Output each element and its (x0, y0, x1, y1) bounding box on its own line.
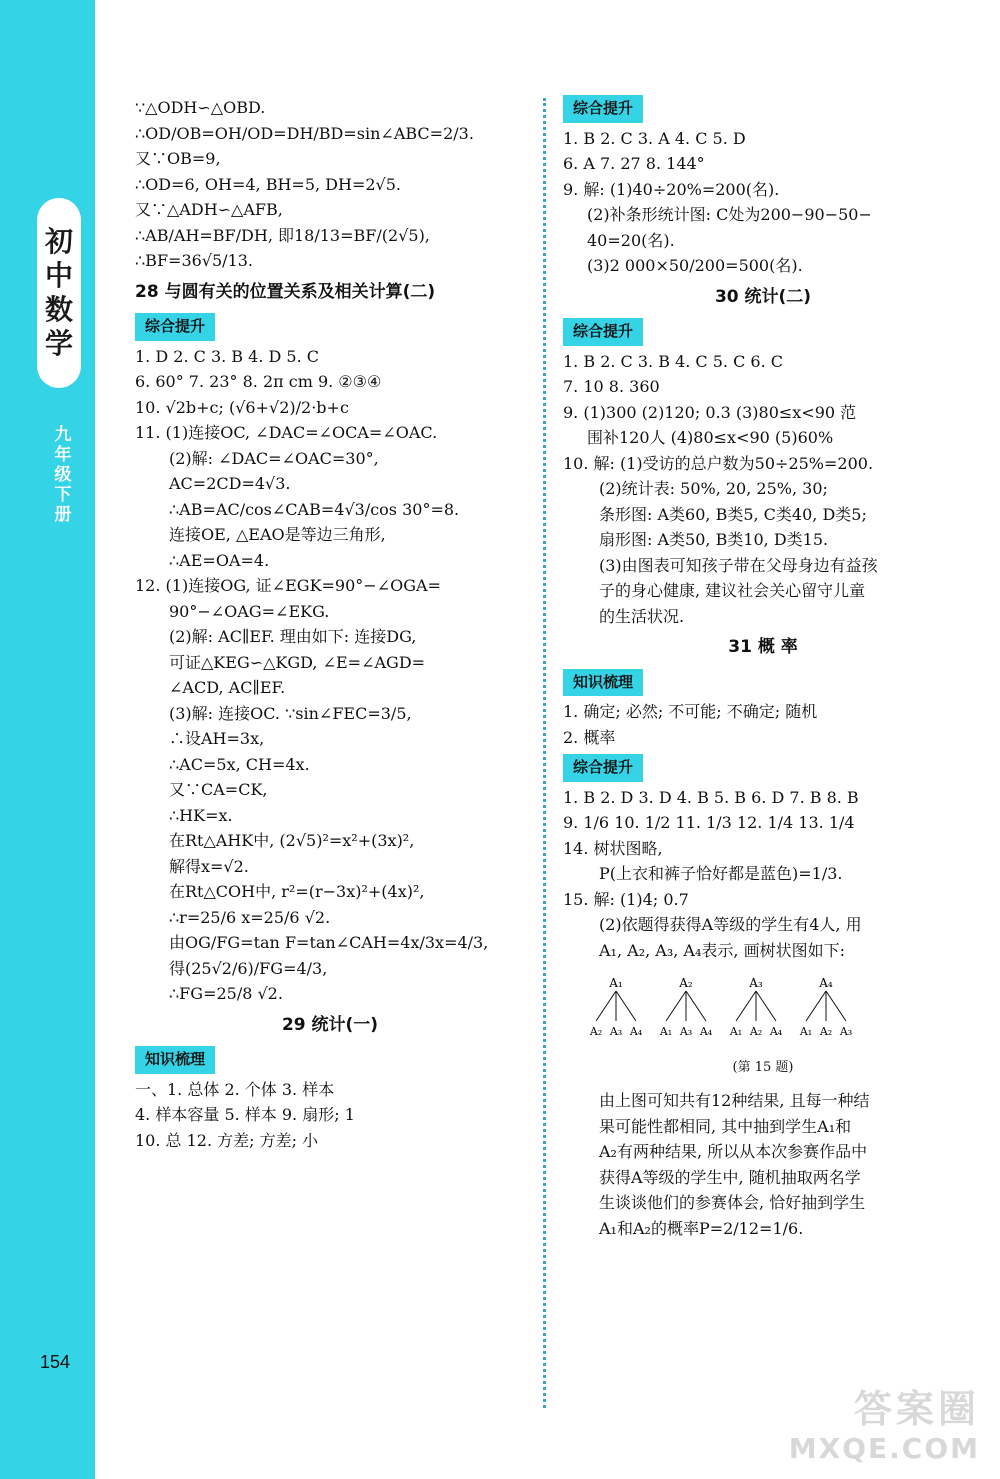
answer-line: ∴OD=6, OH=4, BH=5, DH=2√5. (135, 174, 402, 194)
answer-line: (2)解: ∠DAC=∠OAC=30°, (169, 448, 379, 468)
section-title-29: 29 统计(一) (281, 1014, 379, 1035)
answer-line: 又∵OB=9, (135, 149, 221, 168)
answers-30 (563, 349, 963, 630)
answer-line: 10. 总 12. 方差; 方差; 小 (135, 1130, 319, 1150)
answer-line: 1. 确定; 必然; 不可能; 不确定; 随机 (563, 702, 818, 721)
answer-line: ∵△ODH∽△OBD. (135, 98, 266, 117)
answer-line: 又∵CA=CK, (169, 780, 268, 799)
tree-diagram (588, 973, 888, 1039)
right-column (563, 95, 963, 1241)
tree-leaf: A₂ (589, 1025, 603, 1038)
answer-line: 10. √2b+c; (√6+√2)/2·b+c (135, 397, 349, 417)
answer-line: (3)2 000×50/200=500(名). (587, 256, 803, 275)
answers-29b (563, 126, 963, 279)
answer-line: 90°−∠OAG=∠EKG. (169, 601, 330, 621)
answer-line: 在Rt△COH中, r²=(r−3x)²+(4x)², (169, 882, 425, 901)
page-number: 154 (40, 1352, 71, 1372)
book-title-char: 学 (44, 327, 73, 360)
tree-branch (589, 976, 643, 1038)
answer-line: A₁, A₂, A₃, A₄表示, 画树状图如下: (599, 940, 845, 960)
watermark-text: 答案圈 (853, 1387, 980, 1431)
watermark-url: MXQE.COM (788, 1432, 980, 1465)
tree-root: A₁ (609, 976, 623, 990)
tree-leaf: A₁ (729, 1025, 743, 1038)
tree-edge (736, 991, 756, 1021)
tree-edge (826, 991, 846, 1021)
answer-line: 9. 1/6 10. 1/2 11. 1/3 12. 1/4 13. 1/4 (563, 813, 855, 832)
book-title-badge (37, 198, 81, 388)
answer-line: 果可能性都相同, 其中抽到学生A₁和 (599, 1116, 852, 1136)
answer-line: 7. 10 8. 360 (563, 377, 660, 396)
answer-line: A₁和A₂的概率P=2/12=1/6. (599, 1218, 804, 1238)
section-title-30: 30 统计(二) (714, 286, 812, 307)
grade-char: 册 (54, 505, 72, 525)
sidebar (0, 0, 95, 1479)
column-divider (543, 98, 546, 1408)
answer-line: 由上图可知共有12种结果, 且每一种结 (599, 1091, 870, 1110)
answer-line: ∴设AH=3x, (169, 729, 265, 748)
answer-line: 1. B 2. D 3. D 4. B 5. B 6. D 7. B 8. B (563, 787, 859, 807)
book-title-char: 中 (44, 259, 73, 292)
answer-line: 可证△KEG∽△KGD, ∠E=∠AGD= (169, 652, 426, 672)
answer-line: ∴AE=OA=4. (169, 550, 270, 570)
tree-edge (806, 991, 826, 1021)
answer-line: ∴AB=AC/cos∠CAB=4√3/cos 30°=8. (169, 499, 460, 519)
answer-line: ∴AC=5x, CH=4x. (169, 754, 310, 774)
grade-char: 级 (54, 465, 72, 485)
answer-line: 一、1. 总体 2. 个体 3. 样本 (135, 1079, 335, 1099)
answers-28 (135, 344, 525, 1007)
answer-line: 40=20(名). (587, 230, 675, 250)
answer-line: ∴r=25/6 x=25/6 √2. (169, 907, 331, 927)
answer-line: 10. 解: (1)受访的总户数为50÷25%=200. (563, 453, 874, 473)
tree-leaf: A₂ (749, 1025, 763, 1038)
answer-line: 2. 概率 (563, 727, 616, 747)
answer-line: 15. 解: (1)4; 0.7 (563, 889, 689, 909)
left-column (135, 95, 525, 1153)
answer-line: 扇形图: A类50, B类10, D类15. (599, 530, 829, 549)
book-title-char: 数 (44, 293, 73, 326)
answer-line: 得(25√2/6)/FG=4/3, (169, 958, 328, 978)
tree-edge (666, 991, 686, 1021)
answer-line: 子的身心健康, 建议社会关心留守儿童 (599, 581, 866, 600)
tree-leaf: A₄ (629, 1025, 643, 1038)
answer-line: 获得A等级的学生中, 随机抽取两名学 (599, 1167, 861, 1187)
answer-line: 1. B 2. C 3. B 4. C 5. C 6. C (563, 351, 784, 371)
tree-leaf: A₄ (769, 1025, 783, 1038)
answers-29 (135, 1077, 525, 1154)
tree-root: A₃ (749, 976, 763, 990)
grade-char: 年 (54, 445, 72, 465)
figure-caption: (第 15 题) (732, 1059, 794, 1075)
answer-line: (2)统计表: 50%, 20, 25%, 30; (599, 479, 828, 498)
answer-line: AC=2CD=4√3. (169, 474, 291, 493)
answer-line: ∴FG=25/8 √2. (169, 984, 283, 1003)
answer-line: ∴HK=x. (169, 805, 233, 825)
answer-line: (3)解: 连接OC. ∵sin∠FEC=3/5, (169, 703, 412, 723)
answer-line: 在Rt△AHK中, (2√5)²=x²+(3x)², (169, 831, 415, 850)
answers-31b (563, 785, 963, 964)
book-title-char: 初 (44, 225, 73, 258)
tag-knowledge: 知识梳理 (135, 1046, 215, 1074)
tree-branch (729, 976, 783, 1038)
answer-line: 9. (1)300 (2)120; 0.3 (3)80≤x<90 范 (563, 402, 857, 422)
answer-line: 连接OE, △EAO是等边三角形, (169, 525, 386, 544)
answers-31a (563, 699, 963, 750)
tree-leaf: A₄ (699, 1025, 713, 1038)
answer-line: 由OG/FG=tan F=tan∠CAH=4x/3x=4/3, (169, 933, 489, 952)
grade-label (50, 425, 76, 525)
answer-line: 11. (1)连接OC, ∠DAC=∠OCA=∠OAC. (135, 423, 438, 442)
answer-line: (2)补条形统计图: C处为200−90−50− (587, 205, 872, 224)
answer-line: P(上衣和裤子恰好都是蓝色)=1/3. (599, 864, 843, 883)
tree-leaf: A₁ (659, 1025, 673, 1038)
answer-line: 的生活状况. (599, 606, 685, 626)
answer-line: (3)由图表可知孩子带在父母身边有益孩 (599, 555, 878, 575)
tree-root: A₄ (819, 976, 833, 990)
tree-leaf: A₃ (839, 1025, 853, 1038)
answer-line: 12. (1)连接OG, 证∠EGK=90°−∠OGA= (135, 576, 441, 595)
answer-line: (2)解: AC∥EF. 理由如下: 连接DG, (169, 627, 417, 646)
answer-line: A₂有两种结果, 所以从本次参赛作品中 (599, 1142, 868, 1161)
tag-comprehensive: 综合提升 (563, 95, 643, 123)
answer-line: 1. B 2. C 3. A 4. C 5. D (563, 128, 746, 148)
tag-comprehensive: 综合提升 (563, 318, 643, 346)
watermark-logo (789, 1389, 980, 1469)
answer-line: (2)依题得获得A等级的学生有4人, 用 (599, 915, 862, 934)
answers-31c (563, 1088, 963, 1241)
answer-line: 条形图: A类60, B类5, C类40, D类5; (599, 504, 867, 524)
answer-line: 围补120人 (4)80≤x<90 (5)60% (587, 428, 834, 447)
answer-line: 4. 样本容量 5. 样本 9. 扇形; 1 (135, 1105, 355, 1124)
answer-line: ∴AB/AH=BF/DH, 即18/13=BF/(2√5), (135, 225, 430, 245)
proof-lines (135, 95, 525, 274)
answer-line: 9. 解: (1)40÷20%=200(名). (563, 179, 780, 199)
tag-knowledge: 知识梳理 (563, 669, 643, 697)
tree-root: A₂ (679, 976, 693, 990)
tree-edge (686, 991, 706, 1021)
tree-edge (756, 991, 776, 1021)
grade-char: 九 (54, 425, 72, 445)
tree-edge (616, 991, 636, 1021)
answer-line: ∠ACD, AC∥EF. (169, 678, 286, 697)
tag-comprehensive: 综合提升 (135, 313, 215, 341)
answer-line: 解得x=√2. (169, 856, 249, 876)
answer-line: 6. 60° 7. 23° 8. 2π cm 9. ②③④ (135, 372, 382, 391)
answer-line: 6. A 7. 27 8. 144° (563, 154, 705, 173)
tree-leaf: A₁ (799, 1025, 813, 1038)
tree-leaf: A₂ (819, 1025, 833, 1038)
tree-leaf: A₃ (679, 1025, 693, 1038)
section-title-31: 31 概 率 (728, 637, 798, 657)
answer-line: ∴BF=36√5/13. (135, 251, 254, 270)
answer-line: 14. 树状图略, (563, 838, 663, 858)
answer-line: 又∵△ADH∽△AFB, (135, 200, 283, 219)
tree-branch (799, 976, 852, 1038)
tree-branch (659, 976, 713, 1038)
answer-line: 1. D 2. C 3. B 4. D 5. C (135, 346, 319, 366)
grade-char: 下 (54, 485, 72, 505)
tree-leaf: A₃ (609, 1025, 623, 1038)
answer-line: 生谈谈他们的参赛体会, 恰好抽到学生 (599, 1193, 866, 1212)
section-title-28: 28 与圆有关的位置关系及相关计算(二) (135, 281, 436, 302)
tree-edge (596, 991, 616, 1021)
tag-comprehensive: 综合提升 (563, 754, 643, 782)
answer-line: ∴OD/OB=OH/OD=DH/BD=sin∠ABC=2/3. (135, 123, 474, 143)
